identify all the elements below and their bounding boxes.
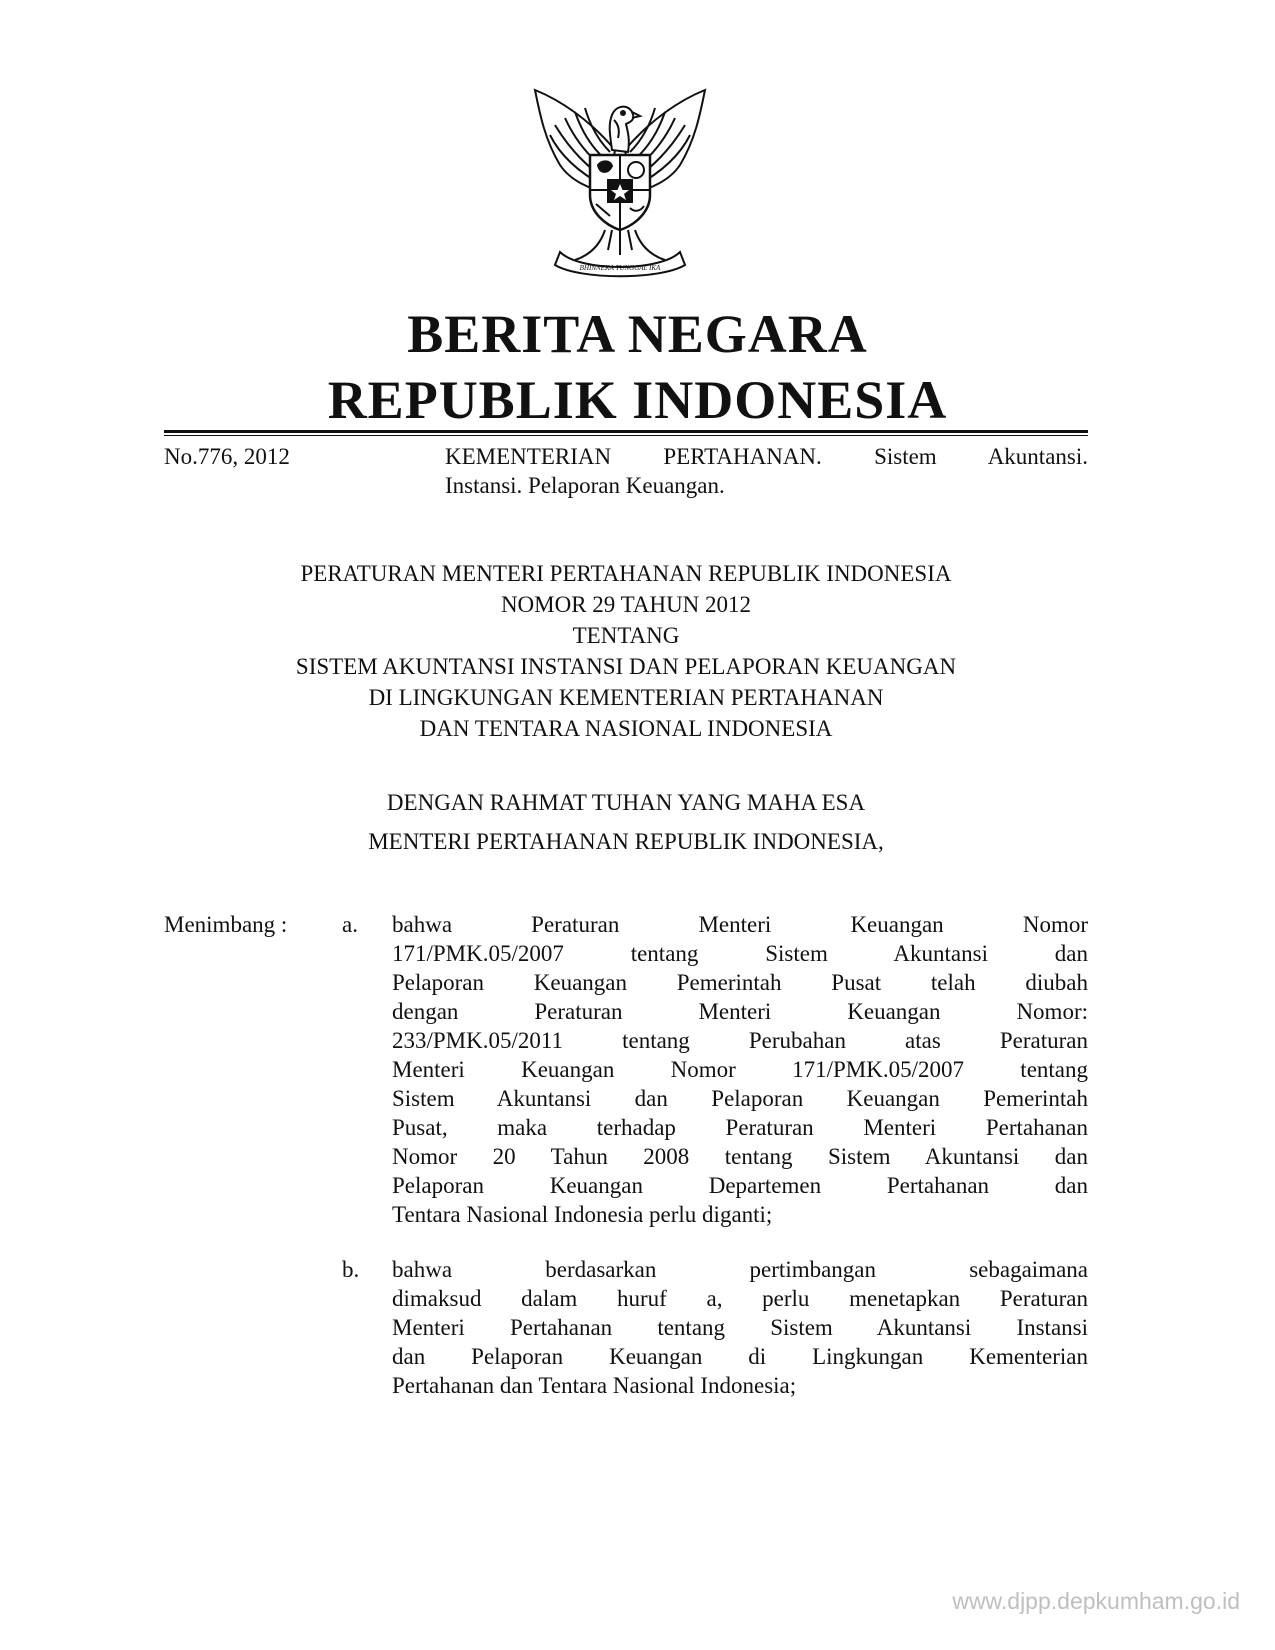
gazette-description-line: Instansi. Pelaporan Keuangan. bbox=[445, 473, 725, 498]
opening-line: DENGAN RAHMAT TUHAN YANG MAHA ESA bbox=[386, 790, 866, 815]
gazette-number: No.776, 2012 bbox=[164, 444, 290, 469]
considering-item-letter: b. bbox=[342, 1257, 360, 1282]
paragraph-line: Pelaporan Keuangan Departemen Pertahanan dan bbox=[392, 1173, 1088, 1198]
paragraph-line: 233/PMK.05/2011 tentang Perubahan atas Peraturan bbox=[392, 1028, 1088, 1053]
considering-item-text bbox=[392, 1255, 1088, 1400]
motto-text: BHINNEKA TUNGGAL IKA bbox=[579, 264, 661, 272]
paragraph-line: Menteri Keuangan Nomor 171/PMK.05/2007 tentang bbox=[392, 1057, 1088, 1082]
paragraph-line: bahwa Peraturan Menteri Keuangan Nomor bbox=[392, 912, 1088, 937]
paragraph-line: Pelaporan Keuangan Pemerintah Pusat telah diubah bbox=[392, 970, 1088, 995]
masthead-title: BERITA NEGARA bbox=[407, 304, 868, 364]
paragraph-line: dengan Peraturan Menteri Keuangan Nomor: bbox=[392, 999, 1088, 1024]
regulation-title-line: SISTEM AKUNTANSI INSTANSI DAN PELAPORAN KEUANGAN bbox=[295, 654, 957, 679]
regulation-title-line: TENTANG bbox=[572, 623, 680, 648]
paragraph-line: Pusat, maka terhadap Peraturan Menteri Pertahanan bbox=[392, 1115, 1088, 1140]
paragraph-line: Nomor 20 Tahun 2008 tentang Sistem Akuntansi dan bbox=[392, 1144, 1088, 1169]
masthead-rule-thick bbox=[164, 430, 1088, 433]
paragraph-line: Pertahanan dan Tentara Nasional Indonesia; bbox=[392, 1373, 797, 1398]
opening-formula bbox=[164, 783, 1088, 861]
considering-item-letter: a. bbox=[342, 912, 358, 937]
regulation-title-line: DAN TENTARA NASIONAL INDONESIA bbox=[419, 716, 833, 741]
paragraph-line: dimaksud dalam huruf a, perlu menetapkan Peraturan bbox=[392, 1286, 1088, 1311]
paragraph-line: Tentara Nasional Indonesia perlu diganti; bbox=[392, 1202, 773, 1227]
paragraph-line: 171/PMK.05/2007 tentang Sistem Akuntansi dan bbox=[392, 941, 1088, 966]
paragraph-line: Sistem Akuntansi dan Pelaporan Keuangan Pemerintah bbox=[392, 1086, 1088, 1111]
masthead-subtitle: REPUBLIK INDONESIA bbox=[327, 370, 948, 430]
regulation-title-line: NOMOR 29 TAHUN 2012 bbox=[500, 592, 752, 617]
gazette-description bbox=[445, 442, 1088, 500]
paragraph-line: Menteri Pertahanan tentang Sistem Akuntansi Instansi bbox=[392, 1315, 1088, 1340]
regulation-title bbox=[164, 558, 1088, 744]
paragraph-line: bahwa berdasarkan pertimbangan sebagaimana bbox=[392, 1257, 1088, 1282]
paragraph-line: dan Pelaporan Keuangan di Lingkungan Kementerian bbox=[392, 1344, 1088, 1369]
opening-line: MENTERI PERTAHANAN REPUBLIK INDONESIA, bbox=[368, 829, 884, 854]
masthead-rule-thin bbox=[164, 435, 1088, 436]
source-watermark: www.djpp.depkumham.go.id bbox=[952, 1588, 1240, 1614]
regulation-title-line: DI LINGKUNGAN KEMENTERIAN PERTAHANAN bbox=[368, 685, 884, 710]
regulation-title-line: PERATURAN MENTERI PERTAHANAN REPUBLIK INDONESIA bbox=[300, 561, 952, 586]
garuda-emblem-icon bbox=[520, 80, 720, 280]
considering-label: Menimbang : bbox=[164, 912, 288, 937]
gazette-description-line: KEMENTERIAN PERTAHANAN. Sistem Akuntansi. bbox=[445, 444, 1088, 469]
considering-item-text bbox=[392, 910, 1088, 1229]
